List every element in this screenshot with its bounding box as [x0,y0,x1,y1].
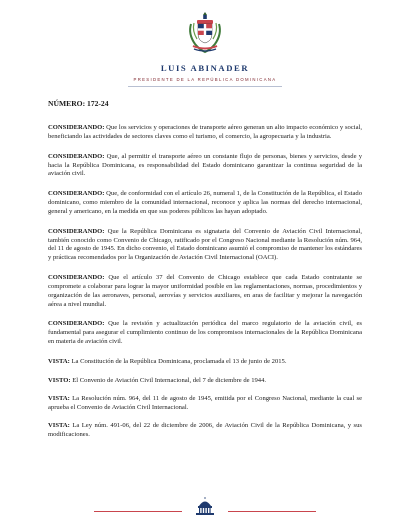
paragraph-keyword: VISTA: [48,422,70,430]
vista-paragraph [48,358,362,367]
paragraph-keyword: CONSIDERANDO: [48,152,105,160]
paragraph-text: Que, al permitir el transporte aéreo un constante flujo de personas, bienes y servicios, desde y hacia la República Dominicana, es responsabilidad del Estado dominicano garantizar la continua seguridad de la aviación civil. [48,152,362,178]
paragraph-text: Que, de conformidad con el artículo 26, numeral 1, de la Constitución de la República, el Estado dominicano, como miembro de la comunidad internacional, reconoce y aplica las normas del derecho internacional, general y americano, en la medida en que sus poderes públicos las hayan adoptado. [48,190,362,215]
footer-divider-right [228,511,316,512]
paragraph-text: La Ley núm. 491-06, del 22 de diciembre de 2006, de Aviación Civil de la República Dominicana, y sus modificaciones. [48,422,362,439]
coat-of-arms-icon [186,10,224,54]
considerando-paragraph [48,153,362,180]
paragraph-keyword: CONSIDERANDO: [48,320,105,328]
paragraph-keyword: CONSIDERANDO: [48,124,105,131]
decree-body [48,124,362,450]
paragraph-keyword: VISTA: [48,395,70,402]
header-divider [128,86,282,87]
paragraph-text: La Resolución núm. 964, del 11 de agosto de 1945, emitida por el Congreso Nacional, mediante la cual se aprueba el Convenio de Aviación Civil Internacional. [48,395,362,411]
vista-paragraph [48,395,362,413]
paragraph-text: El Convenio de Aviación Civil Internacional, del 7 de diciembre de 1944. [70,376,267,384]
vista-paragraph [48,422,362,440]
president-name: LUIS ABINADER [160,63,250,73]
paragraph-keyword: VISTA: [48,358,70,365]
palace-dome-icon [193,496,217,516]
considerando-paragraph [48,228,362,264]
president-title: PRESIDENTE DE LA REPÚBLICA DOMINICANA [133,77,277,82]
considerando-paragraph [48,124,362,142]
footer-divider-left [94,511,182,512]
paragraph-keyword: VISTO: [48,376,71,384]
paragraph-text: Que la República Dominicana es signataria del Convenio de Aviación Civil Internacional, también conocido como Convenio de Chicago, ratificado por el Congreso Nacional mediante la Resolución núm. 964, del 11 de agosto de 1945. En dicho convenio, el Estado dominicano asumió el compromiso de mantener los estándares y prácticas recomendados por la Organización de Aviación Civil Internacional (OACI). [48,227,362,262]
considerando-paragraph [48,274,362,310]
paragraph-text: Que los servicios y operaciones de transporte aéreo generan un alto impacto económico y social, beneficiando las actividades de sectores claves como el turismo, el comercio, la agropecuaria y la industria. [48,124,362,140]
paragraph-text: Que el artículo 37 del Convenio de Chicago establece que cada Estado contratante se compromete a colaborar para lograr la mayor uniformidad posible en las reglamentaciones, normas, procedimientos y organización de las aeronaves, personal, aerovías y servicios auxiliares, en aras de facilitar y mejorar la navegación aérea a nivel mundial. [48,274,362,308]
paragraph-keyword: CONSIDERANDO: [48,190,105,198]
paragraph-keyword: CONSIDERANDO: [48,227,105,235]
considerando-paragraph [48,190,362,217]
paragraph-keyword: CONSIDERANDO: [48,274,105,282]
visto-paragraph [48,377,362,386]
paragraph-text: Que la revisión y actualización periódica del marco regulatorio de la aviación civil, es fundamental para asegurar el cumplimiento continuo de los compromisos internacionales de la República Dominicana en materia de aviación civil. [48,320,362,346]
considerando-paragraph [48,320,362,347]
decree-number: NÚMERO: 172-24 [48,99,109,108]
paragraph-text: La Constitución de la República Dominicana, proclamada el 13 de junio de 2015. [69,358,287,365]
